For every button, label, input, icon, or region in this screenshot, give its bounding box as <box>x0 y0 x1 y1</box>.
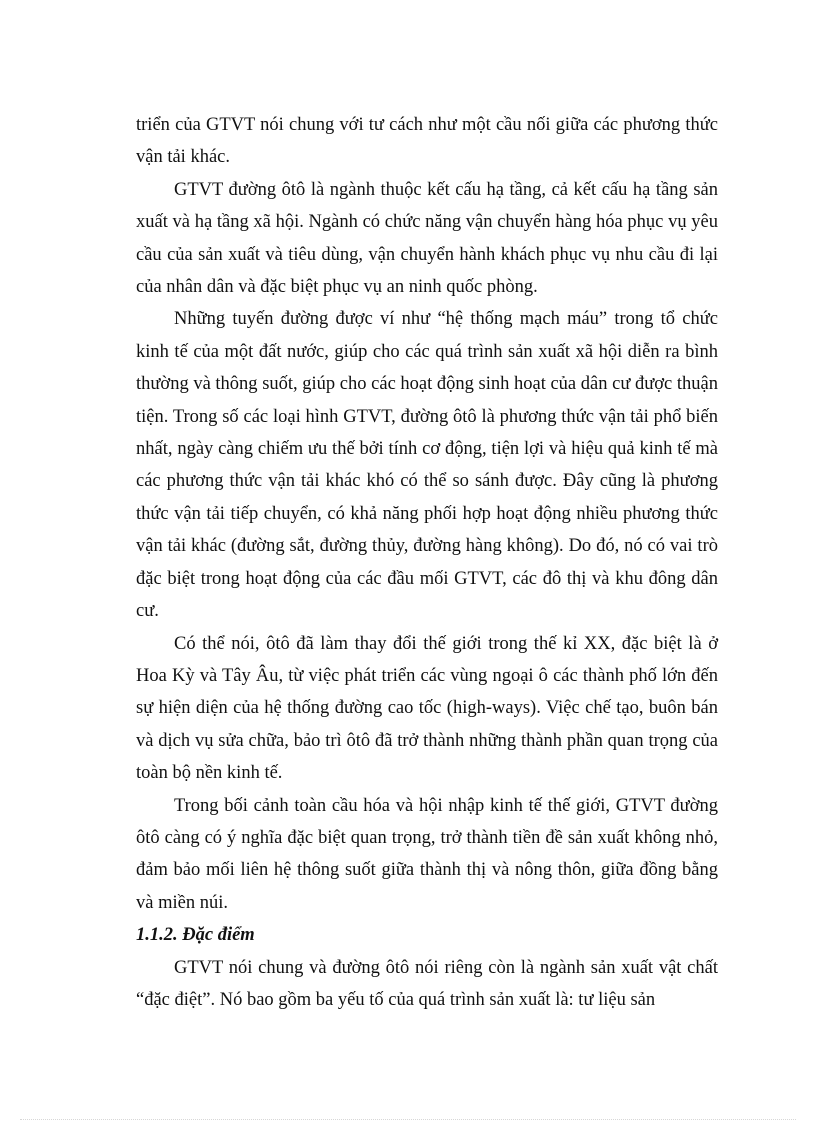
paragraph-continuation: triển của GTVT nói chung với tư cách như một cầu nối giữa các phương thức vận tải khác. <box>136 115 718 168</box>
paragraph-road-network: Những tuyến đường được ví như “hệ thống mạch máu” trong tổ chức kinh tế của một đất nước, giúp cho các quá trình sản xuất xã hội diễn ra bình thường và thông suốt, giúp cho các hoạt động sinh hoạt của dân cư được thuận tiện. Trong số các loại hình GTVT, đường ôtô là phương thức vận tải phổ biến nhất, ngày càng chiếm ưu thế bởi tính cơ động, tiện lợi và hiệu quả kinh tế mà các phương thức vận tải khác khó có thể so sánh được. Đây cũng là phương thức vận tải tiếp chuyển, có khả năng phối hợp hoạt động nhiều phương thức vận tải khác (đường sắt, đường thủy, đường hàng không). Do đó, nó có vai trò đặc biệt trong hoạt động của các đầu mối GTVT, các đô thị và khu đông dân cư. <box>136 309 718 622</box>
paragraph-road-transport-role: GTVT đường ôtô là ngành thuộc kết cấu hạ tầng, cả kết cấu hạ tầng sản xuất và hạ tầng xã hội. Ngành có chức năng vận chuyển hàng hóa phục vụ yêu cầu của sản xuất và tiêu dùng, vận chuyển hành khách phục vụ nhu cầu đi lại của nhân dân và đặc biệt phục vụ an ninh quốc phòng. <box>136 179 718 298</box>
paragraph-characteristics: GTVT nói chung và đường ôtô nói riêng còn là ngành sản xuất vật chất “đặc điệt”. Nó bao gồm ba yếu tố của quá trình sản xuất là: tư liệu sản <box>136 957 718 1010</box>
section-heading: 1.1.2. Đặc điểm <box>136 925 255 946</box>
page-bottom-divider <box>20 1119 796 1120</box>
paragraph-automobile-impact: Có thể nói, ôtô đã làm thay đổi thế giới trong thế kỉ XX, đặc biệt là ở Hoa Kỳ và Tây Âu, từ việc phát triển các vùng ngoại ô các thành phố lớn đến sự hiện diện của hệ thống đường cao tốc (high-ways). Việc chế tạo, buôn bán và dịch vụ sửa chữa, bảo trì ôtô đã trở thành những thành phần quan trọng của toàn bộ nền kinh tế. <box>136 633 718 784</box>
document-page <box>136 109 718 1016</box>
paragraph-globalization: Trong bối cảnh toàn cầu hóa và hội nhập kinh tế thế giới, GTVT đường ôtô càng có ý nghĩa đặc biệt quan trọng, trở thành tiền đề sản xuất không nhỏ, đảm bảo mối liên hệ thông suốt giữa thành thị và nông thôn, giữa đồng bằng và miền núi. <box>136 795 718 913</box>
